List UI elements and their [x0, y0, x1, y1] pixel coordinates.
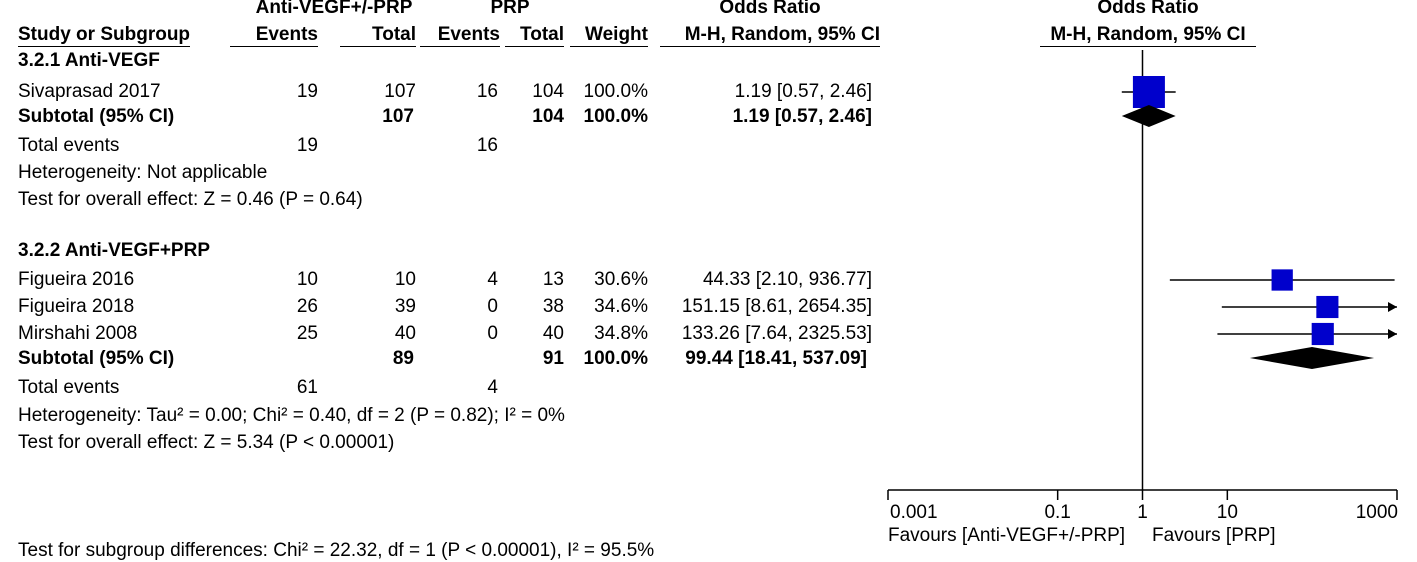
study-weight: 34.6% [594, 296, 648, 317]
study-or: 151.15 [8.61, 2654.35] [681, 296, 872, 317]
study-total1: 39 [394, 296, 416, 317]
total-events1: 19 [296, 135, 318, 156]
study-total2: 13 [542, 269, 564, 290]
study-weight: 30.6% [594, 269, 648, 290]
study-square [1316, 296, 1338, 318]
plot-header-title: Odds Ratio [1097, 0, 1199, 18]
group1-header: Anti-VEGF+/-PRP [255, 0, 413, 18]
study-events1: 26 [296, 296, 318, 317]
subtotal-total2: 104 [532, 106, 564, 127]
favours-right-label: Favours [PRP] [1152, 525, 1276, 546]
study-total2: 104 [532, 81, 564, 102]
study-name: Figueira 2018 [18, 296, 135, 317]
study-or: 133.26 [7.64, 2325.53] [681, 323, 872, 344]
total-events2: 16 [476, 135, 498, 156]
study-square [1272, 269, 1293, 290]
total-events1: 61 [296, 377, 318, 398]
study-events2: 16 [476, 81, 498, 102]
total-events2: 4 [487, 377, 498, 398]
overall-effect: Test for overall effect: Z = 5.34 (P < 0.00001) [18, 432, 395, 453]
subtotal-diamond [1250, 347, 1374, 369]
study-total2: 40 [542, 323, 564, 344]
study-name: Mirshahi 2008 [18, 323, 138, 344]
study-name: Figueira 2016 [18, 269, 135, 290]
study-events2: 0 [487, 296, 498, 317]
study-total1: 107 [384, 81, 416, 102]
study-name: Sivaprasad 2017 [18, 81, 161, 102]
total-events-label: Total events [18, 135, 120, 156]
study-events1: 25 [296, 323, 318, 344]
or-header-title: Odds Ratio [719, 0, 821, 18]
study-events1: 19 [296, 81, 318, 102]
study-square [1133, 76, 1165, 108]
study-events1: 10 [296, 269, 318, 290]
weight-header: Weight [570, 24, 648, 47]
subtotal-label: Subtotal (95% CI) [18, 348, 175, 369]
subtotal-label: Subtotal (95% CI) [18, 106, 175, 127]
study-total1: 10 [394, 269, 416, 290]
subgroup-differences-test: Test for subgroup differences: Chi² = 22.32, df = 1 (P < 0.00001), I² = 95.5% [18, 540, 655, 561]
heterogeneity: Heterogeneity: Not applicable [18, 162, 268, 183]
subtotal-or: 1.19 [0.57, 2.46] [732, 106, 872, 127]
study-or: 44.33 [2.10, 936.77] [702, 269, 872, 290]
study-total2: 38 [542, 296, 564, 317]
subtotal-weight: 100.0% [583, 106, 648, 127]
study-events2: 0 [487, 323, 498, 344]
x-tick-label: 10 [1216, 502, 1238, 523]
study-square [1312, 323, 1334, 345]
study-or: 1.19 [0.57, 2.46] [734, 81, 872, 102]
x-tick-label: 0.001 [890, 502, 938, 523]
ci-arrow [1388, 302, 1397, 312]
overall-effect: Test for overall effect: Z = 0.46 (P = 0.64) [18, 189, 363, 210]
x-tick-label: 1 [1137, 502, 1148, 523]
study-total1: 40 [394, 323, 416, 344]
subtotal-weight: 100.0% [583, 348, 648, 369]
ci-arrow [1388, 329, 1397, 339]
subtotal-or: 99.44 [18.41, 537.09] [685, 348, 867, 369]
study-events2: 4 [487, 269, 498, 290]
events2-header: Events [420, 24, 500, 47]
subgroup-title: 3.2.1 Anti-VEGF [18, 50, 160, 71]
subtotal-diamond [1122, 105, 1176, 127]
study-weight: 34.8% [594, 323, 648, 344]
subtotal-total2: 91 [542, 348, 564, 369]
or-header-method: M-H, Random, 95% CI [660, 24, 880, 47]
total1-header: Total [340, 24, 416, 47]
favours-left-label: Favours [Anti-VEGF+/-PRP] [888, 525, 1126, 546]
events1-header: Events [230, 24, 318, 47]
x-tick-label: 0.1 [1044, 502, 1071, 523]
total2-header: Total [505, 24, 564, 47]
plot-header-method: M-H, Random, 95% CI [1040, 24, 1256, 47]
x-tick-label: 1000 [1355, 502, 1398, 523]
group2-header: PRP [490, 0, 530, 18]
heterogeneity: Heterogeneity: Tau² = 0.00; Chi² = 0.40, df = 2 (P = 0.82); I² = 0% [18, 405, 565, 426]
subgroup-title: 3.2.2 Anti-VEGF+PRP [18, 240, 210, 261]
study-weight: 100.0% [583, 81, 648, 102]
subtotal-total1: 107 [382, 106, 414, 127]
study-header: Study or Subgroup [18, 24, 191, 45]
subtotal-total1: 89 [392, 348, 414, 369]
total-events-label: Total events [18, 377, 120, 398]
